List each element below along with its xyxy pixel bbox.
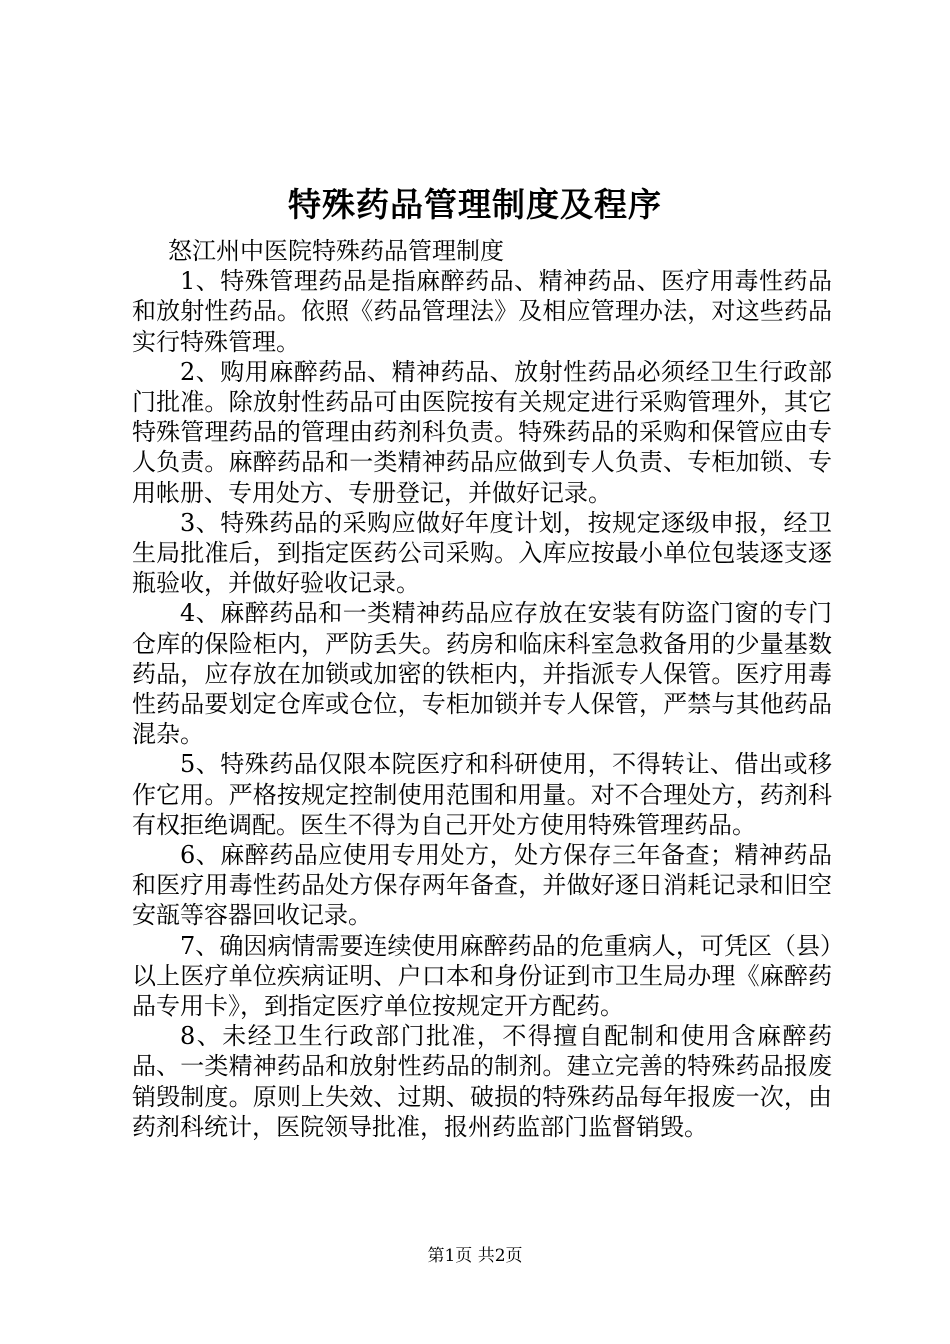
paragraph-8: 8、未经卫生行政部门批准，不得擅自配制和使用含麻醉药品、一类精神药品和放射性药品的制剂。建立完善的特殊药品报废销毁制度。原则上失效、过期、破损的特殊药品每年报废一次，由药剂科统计，医院领导批准，报州药监部门监督销毁。 <box>132 1022 832 1141</box>
paragraph-1: 1、特殊管理药品是指麻醉药品、精神药品、医疗用毒性药品和放射性药品。依照《药品管理法》及相应管理办法，对这些药品实行特殊管理。 <box>132 267 832 356</box>
page-number-footer: 第1页 共2页 <box>427 1246 523 1266</box>
paragraph-7: 7、确因病情需要连续使用麻醉药品的危重病人，可凭区（县）以上医疗单位疾病证明、户口本和身份证到市卫生局办理《麻醉药品专用卡》，到指定医疗单位按规定开方配药。 <box>132 931 832 1021</box>
document-title: 特殊药品管理制度及程序 <box>288 185 662 224</box>
document-body <box>132 236 832 1142</box>
paragraph-2: 2、购用麻醉药品、精神药品、放射性药品必须经卫生行政部门批准。除放射性药品可由医院按有关规定进行采购管理外，其它特殊管理药品的管理由药剂科负责。特殊药品的采购和保管应由专人负责。麻醉药品和一类精神药品应做到专人负责、专柜加锁、专用帐册、专用处方、专册登记，并做好记录。 <box>132 357 832 507</box>
document-subtitle: 怒江州中医院特殊药品管理制度 <box>168 237 504 265</box>
paragraph-5: 5、特殊药品仅限本院医疗和科研使用，不得转让、借出或移作它用。严格按规定控制使用范围和用量。对不合理处方，药剂科有权拒绝调配。医生不得为自己开处方使用特殊管理药品。 <box>132 750 832 839</box>
paragraph-3: 3、特殊药品的采购应做好年度计划，按规定逐级申报，经卫生局批准后，到指定医药公司采购。入库应按最小单位包装逐支逐瓶验收，并做好验收记录。 <box>132 508 832 598</box>
paragraph-4: 4、麻醉药品和一类精神药品应存放在安装有防盗门窗的专门仓库的保险柜内，严防丢失。药房和临床科室急救备用的少量基数药品，应存放在加锁或加密的铁柜内，并指派专人保管。医疗用毒性药品要划定仓库或仓位，专柜加锁并专人保管，严禁与其他药品混杂。 <box>132 599 832 749</box>
paragraph-6: 6、麻醉药品应使用专用处方，处方保存三年备查；精神药品和医疗用毒性药品处方保存两年备查，并做好逐日消耗记录和旧空安瓿等容器回收记录。 <box>132 841 832 930</box>
